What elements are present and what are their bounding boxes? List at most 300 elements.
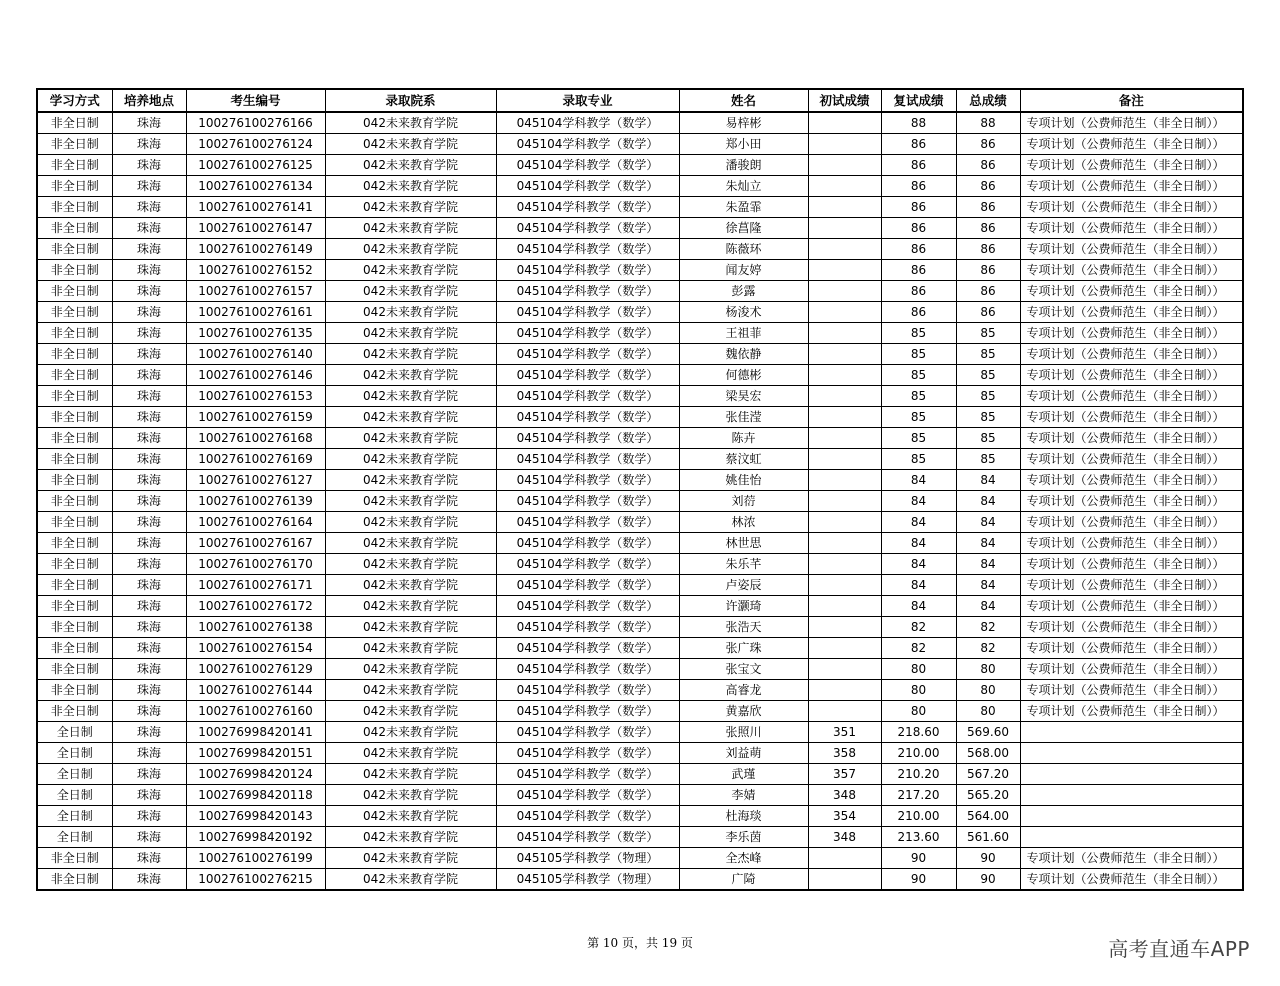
location-cell: 珠海 [112, 554, 186, 575]
department-cell: 042未来教育学院 [325, 659, 496, 680]
initial-score-cell [808, 260, 881, 281]
remark-cell [1020, 806, 1243, 827]
table-row [37, 155, 1243, 176]
candidate-id-cell: 100276100276146 [186, 365, 325, 386]
total-score-cell: 86 [956, 155, 1020, 176]
study-mode-cell: 全日制 [37, 743, 112, 764]
table-row [37, 743, 1243, 764]
location-cell: 珠海 [112, 869, 186, 891]
total-score-cell: 85 [956, 449, 1020, 470]
retest-score-cell: 80 [881, 701, 956, 722]
total-score-cell: 88 [956, 112, 1020, 134]
location-cell: 珠海 [112, 512, 186, 533]
study-mode-cell: 非全日制 [37, 512, 112, 533]
location-cell: 珠海 [112, 407, 186, 428]
candidate-id-cell: 100276100276159 [186, 407, 325, 428]
name-cell: 张佳滢 [679, 407, 808, 428]
column-header: 考生编号 [186, 89, 325, 112]
retest-score-cell: 84 [881, 470, 956, 491]
department-cell: 042未来教育学院 [325, 134, 496, 155]
candidate-id-cell: 100276100276124 [186, 134, 325, 155]
location-cell: 珠海 [112, 239, 186, 260]
remark-cell: 专项计划（公费师范生（非全日制）） [1020, 575, 1243, 596]
initial-score-cell [808, 638, 881, 659]
location-cell: 珠海 [112, 575, 186, 596]
retest-score-cell: 86 [881, 260, 956, 281]
column-header: 备注 [1020, 89, 1243, 112]
retest-score-cell: 217.20 [881, 785, 956, 806]
study-mode-cell: 非全日制 [37, 596, 112, 617]
watermark: 高考直通车APP [1108, 937, 1250, 961]
remark-cell: 专项计划（公费师范生（非全日制）） [1020, 302, 1243, 323]
total-score-cell: 568.00 [956, 743, 1020, 764]
table-row [37, 764, 1243, 785]
remark-cell: 专项计划（公费师范生（非全日制）） [1020, 554, 1243, 575]
study-mode-cell: 非全日制 [37, 344, 112, 365]
major-cell: 045104学科教学（数学） [496, 491, 679, 512]
total-score-cell: 90 [956, 848, 1020, 869]
name-cell: 李婧 [679, 785, 808, 806]
candidate-id-cell: 100276100276161 [186, 302, 325, 323]
study-mode-cell: 非全日制 [37, 617, 112, 638]
table-header [37, 89, 1243, 112]
total-score-cell: 85 [956, 428, 1020, 449]
table-row [37, 659, 1243, 680]
name-cell: 张广珠 [679, 638, 808, 659]
candidate-id-cell: 100276100276215 [186, 869, 325, 891]
total-score-cell: 80 [956, 701, 1020, 722]
total-score-cell: 86 [956, 176, 1020, 197]
location-cell: 珠海 [112, 827, 186, 848]
initial-score-cell [808, 848, 881, 869]
location-cell: 珠海 [112, 176, 186, 197]
remark-cell: 专项计划（公费师范生（非全日制）） [1020, 680, 1243, 701]
major-cell: 045104学科教学（数学） [496, 281, 679, 302]
table-row [37, 176, 1243, 197]
total-score-cell: 82 [956, 638, 1020, 659]
initial-score-cell [808, 869, 881, 891]
remark-cell: 专项计划（公费师范生（非全日制）） [1020, 869, 1243, 891]
candidate-id-cell: 100276100276169 [186, 449, 325, 470]
total-score-cell: 84 [956, 491, 1020, 512]
remark-cell: 专项计划（公费师范生（非全日制）） [1020, 659, 1243, 680]
initial-score-cell [808, 491, 881, 512]
name-cell: 张浩天 [679, 617, 808, 638]
retest-score-cell: 213.60 [881, 827, 956, 848]
table-row [37, 827, 1243, 848]
name-cell: 许灏琦 [679, 596, 808, 617]
remark-cell: 专项计划（公费师范生（非全日制）） [1020, 365, 1243, 386]
total-score-cell: 86 [956, 239, 1020, 260]
retest-score-cell: 86 [881, 218, 956, 239]
total-score-cell: 565.20 [956, 785, 1020, 806]
major-cell: 045104学科教学（数学） [496, 197, 679, 218]
location-cell: 珠海 [112, 785, 186, 806]
admission-table [36, 88, 1244, 891]
table-row [37, 302, 1243, 323]
major-cell: 045104学科教学（数学） [496, 533, 679, 554]
name-cell: 王祖菲 [679, 323, 808, 344]
remark-cell: 专项计划（公费师范生（非全日制）） [1020, 491, 1243, 512]
retest-score-cell: 86 [881, 176, 956, 197]
table-row [37, 554, 1243, 575]
remark-cell: 专项计划（公费师范生（非全日制）） [1020, 323, 1243, 344]
column-header: 录取专业 [496, 89, 679, 112]
total-score-cell: 567.20 [956, 764, 1020, 785]
study-mode-cell: 非全日制 [37, 365, 112, 386]
location-cell: 珠海 [112, 365, 186, 386]
name-cell: 杜海琰 [679, 806, 808, 827]
name-cell: 黄嘉欣 [679, 701, 808, 722]
department-cell: 042未来教育学院 [325, 449, 496, 470]
department-cell: 042未来教育学院 [325, 260, 496, 281]
total-score-cell: 86 [956, 281, 1020, 302]
total-score-cell: 80 [956, 680, 1020, 701]
candidate-id-cell: 100276100276125 [186, 155, 325, 176]
table-row [37, 428, 1243, 449]
table-row [37, 617, 1243, 638]
name-cell: 徐菖隆 [679, 218, 808, 239]
location-cell: 珠海 [112, 197, 186, 218]
retest-score-cell: 84 [881, 596, 956, 617]
page-number: 第 10 页，共 19 页 [587, 936, 693, 950]
location-cell: 珠海 [112, 617, 186, 638]
department-cell: 042未来教育学院 [325, 743, 496, 764]
location-cell: 珠海 [112, 155, 186, 176]
remark-cell: 专项计划（公费师范生（非全日制）） [1020, 112, 1243, 134]
department-cell: 042未来教育学院 [325, 785, 496, 806]
retest-score-cell: 85 [881, 428, 956, 449]
department-cell: 042未来教育学院 [325, 848, 496, 869]
name-cell: 潘骏朗 [679, 155, 808, 176]
major-cell: 045105学科教学（物理） [496, 869, 679, 891]
candidate-id-cell: 100276100276153 [186, 386, 325, 407]
retest-score-cell: 210.00 [881, 806, 956, 827]
major-cell: 045104学科教学（数学） [496, 344, 679, 365]
study-mode-cell: 非全日制 [37, 281, 112, 302]
department-cell: 042未来教育学院 [325, 680, 496, 701]
table-row [37, 785, 1243, 806]
name-cell: 林世思 [679, 533, 808, 554]
column-header: 总成绩 [956, 89, 1020, 112]
initial-score-cell [808, 197, 881, 218]
total-score-cell: 86 [956, 134, 1020, 155]
study-mode-cell: 非全日制 [37, 575, 112, 596]
department-cell: 042未来教育学院 [325, 722, 496, 743]
candidate-id-cell: 100276998420143 [186, 806, 325, 827]
table-row [37, 365, 1243, 386]
column-header: 姓名 [679, 89, 808, 112]
total-score-cell: 90 [956, 869, 1020, 891]
department-cell: 042未来教育学院 [325, 365, 496, 386]
total-score-cell: 82 [956, 617, 1020, 638]
name-cell: 李乐茵 [679, 827, 808, 848]
retest-score-cell: 84 [881, 575, 956, 596]
major-cell: 045104学科教学（数学） [496, 112, 679, 134]
major-cell: 045104学科教学（数学） [496, 407, 679, 428]
remark-cell [1020, 722, 1243, 743]
candidate-id-cell: 100276100276135 [186, 323, 325, 344]
retest-score-cell: 85 [881, 323, 956, 344]
major-cell: 045104学科教学（数学） [496, 365, 679, 386]
name-cell: 卢姿辰 [679, 575, 808, 596]
department-cell: 042未来教育学院 [325, 176, 496, 197]
retest-score-cell: 210.00 [881, 743, 956, 764]
department-cell: 042未来教育学院 [325, 596, 496, 617]
table-row [37, 491, 1243, 512]
study-mode-cell: 非全日制 [37, 680, 112, 701]
name-cell: 刘葕 [679, 491, 808, 512]
major-cell: 045104学科教学（数学） [496, 470, 679, 491]
study-mode-cell: 非全日制 [37, 848, 112, 869]
candidate-id-cell: 100276100276127 [186, 470, 325, 491]
study-mode-cell: 非全日制 [37, 155, 112, 176]
initial-score-cell [808, 218, 881, 239]
table-row [37, 260, 1243, 281]
location-cell: 珠海 [112, 722, 186, 743]
initial-score-cell: 348 [808, 785, 881, 806]
total-score-cell: 84 [956, 554, 1020, 575]
retest-score-cell: 86 [881, 197, 956, 218]
retest-score-cell: 86 [881, 281, 956, 302]
table-row [37, 218, 1243, 239]
major-cell: 045104学科教学（数学） [496, 239, 679, 260]
location-cell: 珠海 [112, 260, 186, 281]
department-cell: 042未来教育学院 [325, 386, 496, 407]
remark-cell: 专项计划（公费师范生（非全日制）） [1020, 239, 1243, 260]
table-row [37, 638, 1243, 659]
name-cell: 武瑾 [679, 764, 808, 785]
department-cell: 042未来教育学院 [325, 575, 496, 596]
initial-score-cell [808, 344, 881, 365]
remark-cell: 专项计划（公费师范生（非全日制）） [1020, 638, 1243, 659]
name-cell: 易梓彬 [679, 112, 808, 134]
name-cell: 朱乐芊 [679, 554, 808, 575]
table-row [37, 407, 1243, 428]
location-cell: 珠海 [112, 848, 186, 869]
remark-cell: 专项计划（公费师范生（非全日制）） [1020, 407, 1243, 428]
major-cell: 045104学科教学（数学） [496, 176, 679, 197]
candidate-id-cell: 100276100276164 [186, 512, 325, 533]
candidate-id-cell: 100276998420141 [186, 722, 325, 743]
name-cell: 梁昊宏 [679, 386, 808, 407]
initial-score-cell: 358 [808, 743, 881, 764]
major-cell: 045104学科教学（数学） [496, 785, 679, 806]
major-cell: 045104学科教学（数学） [496, 302, 679, 323]
retest-score-cell: 80 [881, 659, 956, 680]
table-row [37, 596, 1243, 617]
location-cell: 珠海 [112, 764, 186, 785]
candidate-id-cell: 100276100276154 [186, 638, 325, 659]
department-cell: 042未来教育学院 [325, 407, 496, 428]
retest-score-cell: 85 [881, 386, 956, 407]
initial-score-cell [808, 659, 881, 680]
remark-cell: 专项计划（公费师范生（非全日制）） [1020, 512, 1243, 533]
department-cell: 042未来教育学院 [325, 155, 496, 176]
total-score-cell: 85 [956, 365, 1020, 386]
location-cell: 珠海 [112, 659, 186, 680]
location-cell: 珠海 [112, 386, 186, 407]
retest-score-cell: 218.60 [881, 722, 956, 743]
location-cell: 珠海 [112, 470, 186, 491]
total-score-cell: 84 [956, 533, 1020, 554]
remark-cell: 专项计划（公费师范生（非全日制）） [1020, 617, 1243, 638]
location-cell: 珠海 [112, 638, 186, 659]
remark-cell: 专项计划（公费师范生（非全日制）） [1020, 197, 1243, 218]
total-score-cell: 85 [956, 344, 1020, 365]
initial-score-cell [808, 134, 881, 155]
total-score-cell: 86 [956, 197, 1020, 218]
candidate-id-cell: 100276100276160 [186, 701, 325, 722]
major-cell: 045104学科教学（数学） [496, 554, 679, 575]
initial-score-cell [808, 512, 881, 533]
major-cell: 045104学科教学（数学） [496, 659, 679, 680]
major-cell: 045104学科教学（数学） [496, 512, 679, 533]
location-cell: 珠海 [112, 806, 186, 827]
candidate-id-cell: 100276998420151 [186, 743, 325, 764]
name-cell: 张宝文 [679, 659, 808, 680]
candidate-id-cell: 100276100276144 [186, 680, 325, 701]
initial-score-cell [808, 680, 881, 701]
study-mode-cell: 全日制 [37, 764, 112, 785]
major-cell: 045104学科教学（数学） [496, 449, 679, 470]
candidate-id-cell: 100276100276134 [186, 176, 325, 197]
remark-cell: 专项计划（公费师范生（非全日制）） [1020, 596, 1243, 617]
location-cell: 珠海 [112, 112, 186, 134]
study-mode-cell: 非全日制 [37, 428, 112, 449]
remark-cell [1020, 827, 1243, 848]
candidate-id-cell: 100276100276139 [186, 491, 325, 512]
total-score-cell: 84 [956, 575, 1020, 596]
study-mode-cell: 非全日制 [37, 386, 112, 407]
department-cell: 042未来教育学院 [325, 470, 496, 491]
remark-cell: 专项计划（公费师范生（非全日制）） [1020, 134, 1243, 155]
total-score-cell: 85 [956, 323, 1020, 344]
retest-score-cell: 82 [881, 638, 956, 659]
retest-score-cell: 90 [881, 869, 956, 891]
candidate-id-cell: 100276100276167 [186, 533, 325, 554]
remark-cell [1020, 743, 1243, 764]
table-row [37, 533, 1243, 554]
initial-score-cell [808, 281, 881, 302]
initial-score-cell [808, 470, 881, 491]
study-mode-cell: 非全日制 [37, 869, 112, 891]
location-cell: 珠海 [112, 281, 186, 302]
total-score-cell: 564.00 [956, 806, 1020, 827]
total-score-cell: 85 [956, 407, 1020, 428]
name-cell: 魏依静 [679, 344, 808, 365]
study-mode-cell: 非全日制 [37, 176, 112, 197]
department-cell: 042未来教育学院 [325, 554, 496, 575]
location-cell: 珠海 [112, 428, 186, 449]
study-mode-cell: 非全日制 [37, 638, 112, 659]
table-row [37, 680, 1243, 701]
table-row [37, 239, 1243, 260]
table-body [37, 112, 1243, 890]
initial-score-cell: 348 [808, 827, 881, 848]
candidate-id-cell: 100276100276147 [186, 218, 325, 239]
header-row [37, 89, 1243, 112]
column-header: 录取院系 [325, 89, 496, 112]
remark-cell: 专项计划（公费师范生（非全日制）） [1020, 281, 1243, 302]
candidate-id-cell: 100276998420118 [186, 785, 325, 806]
candidate-id-cell: 100276100276172 [186, 596, 325, 617]
initial-score-cell [808, 386, 881, 407]
location-cell: 珠海 [112, 344, 186, 365]
study-mode-cell: 非全日制 [37, 659, 112, 680]
department-cell: 042未来教育学院 [325, 827, 496, 848]
study-mode-cell: 非全日制 [37, 260, 112, 281]
major-cell: 045104学科教学（数学） [496, 596, 679, 617]
table-row [37, 722, 1243, 743]
remark-cell: 专项计划（公费师范生（非全日制）） [1020, 428, 1243, 449]
major-cell: 045104学科教学（数学） [496, 134, 679, 155]
table-row [37, 701, 1243, 722]
name-cell: 林浓 [679, 512, 808, 533]
location-cell: 珠海 [112, 743, 186, 764]
department-cell: 042未来教育学院 [325, 512, 496, 533]
initial-score-cell [808, 554, 881, 575]
remark-cell: 专项计划（公费师范生（非全日制）） [1020, 848, 1243, 869]
total-score-cell: 86 [956, 218, 1020, 239]
department-cell: 042未来教育学院 [325, 344, 496, 365]
name-cell: 刘益萌 [679, 743, 808, 764]
major-cell: 045104学科教学（数学） [496, 806, 679, 827]
candidate-id-cell: 100276100276152 [186, 260, 325, 281]
name-cell: 全杰峰 [679, 848, 808, 869]
location-cell: 珠海 [112, 701, 186, 722]
study-mode-cell: 非全日制 [37, 218, 112, 239]
major-cell: 045104学科教学（数学） [496, 827, 679, 848]
study-mode-cell: 非全日制 [37, 407, 112, 428]
total-score-cell: 86 [956, 260, 1020, 281]
column-header: 培养地点 [112, 89, 186, 112]
retest-score-cell: 210.20 [881, 764, 956, 785]
remark-cell [1020, 785, 1243, 806]
candidate-id-cell: 100276100276138 [186, 617, 325, 638]
study-mode-cell: 非全日制 [37, 449, 112, 470]
table-row [37, 323, 1243, 344]
candidate-id-cell: 100276100276141 [186, 197, 325, 218]
major-cell: 045104学科教学（数学） [496, 218, 679, 239]
study-mode-cell: 全日制 [37, 785, 112, 806]
initial-score-cell [808, 701, 881, 722]
department-cell: 042未来教育学院 [325, 869, 496, 891]
candidate-id-cell: 100276100276171 [186, 575, 325, 596]
candidate-id-cell: 100276998420124 [186, 764, 325, 785]
study-mode-cell: 全日制 [37, 827, 112, 848]
initial-score-cell: 351 [808, 722, 881, 743]
retest-score-cell: 85 [881, 365, 956, 386]
major-cell: 045104学科教学（数学） [496, 428, 679, 449]
column-header: 初试成绩 [808, 89, 881, 112]
table-row [37, 449, 1243, 470]
location-cell: 珠海 [112, 323, 186, 344]
initial-score-cell [808, 449, 881, 470]
study-mode-cell: 非全日制 [37, 701, 112, 722]
department-cell: 042未来教育学院 [325, 302, 496, 323]
retest-score-cell: 84 [881, 533, 956, 554]
table-row [37, 806, 1243, 827]
major-cell: 045104学科教学（数学） [496, 743, 679, 764]
retest-score-cell: 86 [881, 155, 956, 176]
name-cell: 何德彬 [679, 365, 808, 386]
retest-score-cell: 90 [881, 848, 956, 869]
name-cell: 陈卉 [679, 428, 808, 449]
initial-score-cell [808, 533, 881, 554]
table-row [37, 575, 1243, 596]
initial-score-cell [808, 112, 881, 134]
